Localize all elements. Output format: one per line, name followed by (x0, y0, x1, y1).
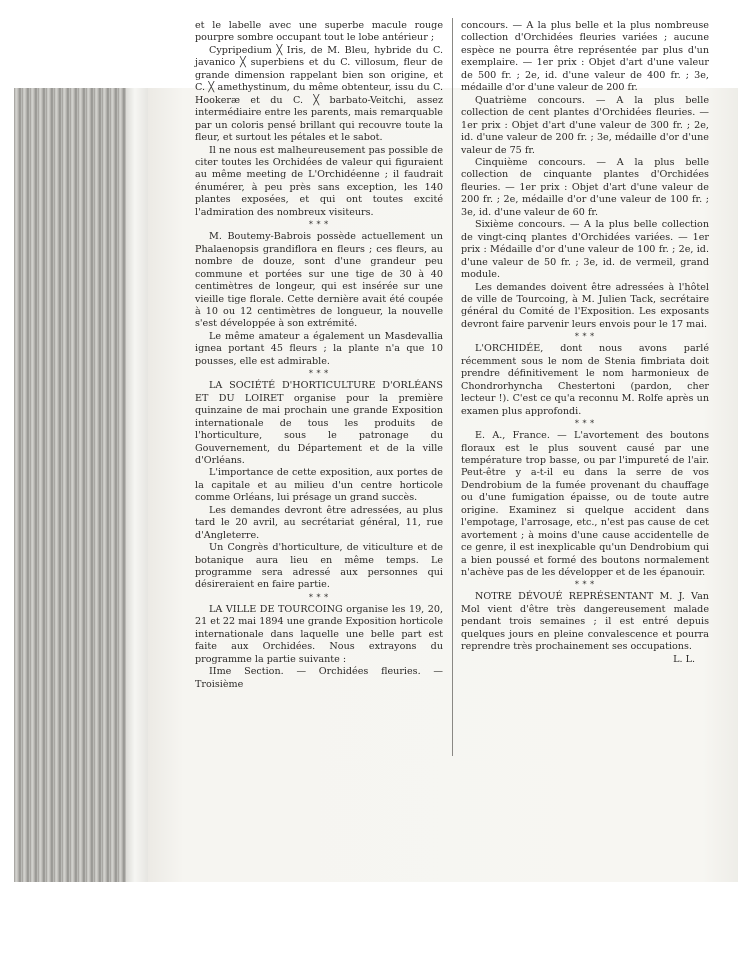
paragraph: concours. — A la plus belle et la plus nombreuse collection d'Orchidées fleuries variées ; aucune espèce ne pourra être représentée par plus d'un exemplaire. — 1er prix : Objet d'art d'une valeur de 500 fr. ; 2e, id. d'une valeur de 400 fr. ; 3e, médaille d'or d'une valeur de 200 fr. (461, 20, 709, 94)
section-separator: * * * (574, 419, 596, 429)
paragraph: Le même amateur a également un Masdevallia ignea portant 45 fleurs ; la plante n'a que 10 pousses, elle est admirable. (195, 330, 443, 367)
left-column (195, 20, 443, 691)
column-divider (452, 18, 453, 756)
paragraph: L'ORCHIDÉE, dont nous avons parlé récemment sous le nom de Stenia fimbriata doit prendre définitivement le nom harmonieux de Chondrorhyncha Chestertoni (pardon, cher lecteur !). C'est ce qu'a reconnu M. Rolfe après un examen plus approfondi. (461, 343, 709, 417)
paragraph: Un Congrès d'horticulture, de viticulture et de botanique aura lieu en même temps. Le programme sera adressé aux personnes qui désireraient en faire partie. (195, 542, 443, 591)
right-column (461, 20, 709, 666)
section-separator: * * * (574, 332, 596, 342)
paragraph: Il ne nous est malheureusement pas possible de citer toutes les Orchidées de valeur qui figuraient au même meeting de L'Orchidéenne ; il faudrait énumérer, à peu près sans exception, les 140 plantes exposées, et qui ont toutes excité l'admiration des nombreux visiteurs. (195, 144, 443, 218)
paragraph: Sixième concours. — A la plus belle collection de vingt-cinq plantes d'Orchidées variées. — 1er prix : Médaille d'or d'une valeur de 100 fr. ; 2e, id. d'une valeur de 50 fr. ; 3e, id. de vermeil, grand module. (461, 219, 709, 281)
paragraph: E. A., France. — L'avortement des boutons floraux est le plus souvent causé par une température trop basse, ou par l'impureté de l'air. Peut-être y a-t-il eu dans la serre de vos Dendrobium de la fumée provenant du chauffage ou d'une fumigation épaisse, ou de toute autre origine. Examinez si quelque accident dans l'empotage, l'arrosage, etc., n'est pas cause de cet avortement ; à moins d'une cause accidentelle de ce genre, il est inexplicable qu'un Dendrobium qui a bien poussé et formé des boutons normalement n'achève pas de les développer et de les épanouir. (461, 430, 709, 579)
section-separator: * * * (574, 580, 596, 590)
paragraph: Quatrième concours. — A la plus belle collection de cent plantes d'Orchidées fleuries. — 1er prix : Objet d'art d'une valeur de 300 fr. ; 2e, id. d'une valeur de 200 fr. ; 3e, médaille d'or d'une valeur de 75 fr. (461, 94, 709, 156)
section-separator: * * * (308, 220, 330, 230)
paragraph: L'importance de cette exposition, aux portes de la capitale et au milieu d'un centre horticole comme Orléans, lui présage un grand succès. (195, 467, 443, 504)
paragraph: M. Boutemy-Babrois possède actuellement un Phalaenopsis grandiflora en fleurs ; ces fleurs, au nombre de douze, sont d'une grandeur peu commune et portées sur une tige de 30 à 40 centimètres de longeur, qui est insérée sur une vieille tige florale. Cette dernière avait été coupée à 10 ou 12 centimètres de longueur, la nouvelle s'est développée à son extrémité. (195, 231, 443, 330)
paragraph: et le labelle avec une superbe macule rouge pourpre sombre occupant tout le lobe antérieur ; (195, 20, 443, 44)
paragraph: NOTRE DÉVOUÉ REPRÉSENTANT M. J. Van Mol vient d'être très dangereusement malade pendant trois semaines ; il est entré depuis quelques jours en pleine convalescence et pourra reprendre très prochainement ses occupations. (461, 591, 709, 653)
paragraph: LA VILLE DE TOURCOING organise les 19, 20, 21 et 22 mai 1894 une grande Exposition horticole internationale dans laquelle une belle part est faite aux Orchidées. Nous extrayons du programme la partie suivante : (195, 603, 443, 665)
paragraph: Cypripedium ╳ Iris, de M. Bleu, hybride du C. javanico ╳ superbiens et du C. villosum, fleur de grande dimension rappelant bien son origine, et C. ╳ amethystinum, du même obtenteur, issu du C. Hookeræ et du C. ╳ barbato-Veitchi, assez intermédiaire entre les parents, mais remarquable par un coloris pensé brillant qui recouvre toute la fleur, et surtout les pétales et le sabot. (195, 44, 443, 144)
paragraph: Cinquième concours. — A la plus belle collection de cinquante plantes d'Orchidées fleuries. — 1er prix : Objet d'art d'une valeur de 200 fr. ; 2e, médaille d'or d'une valeur de 100 fr. ; 3e, id. d'une valeur de 60 fr. (461, 156, 709, 218)
paragraph: Les demandes devront être adressées, au plus tard le 20 avril, au secrétariat général, 11, rue d'Angleterre. (195, 504, 443, 541)
section-separator: * * * (308, 592, 330, 602)
paragraph: Les demandes doivent être adressées à l'hôtel de ville de Tourcoing, à M. Julien Tack, secrétaire général du Comité de l'Exposition. Les exposants devront faire parvenir leurs envois pour le 17 mai. (461, 281, 709, 330)
book-spine (14, 88, 138, 882)
section-separator: * * * (308, 369, 330, 379)
paragraph: IIme Section. — Orchidées fleuries. — Troisième (195, 666, 443, 690)
paragraph: LA SOCIÉTÉ D'HORTICULTURE D'ORLÉANS ET DU LOIRET organise pour la première quinzaine de mai prochain une grande Exposition internationale de tous les produits de l'horticulture, sous le patronage du Gouvernement, du Département et de la ville d'Orléans. (195, 380, 443, 466)
signature: L. L. (673, 653, 695, 665)
page-edge (126, 88, 148, 882)
